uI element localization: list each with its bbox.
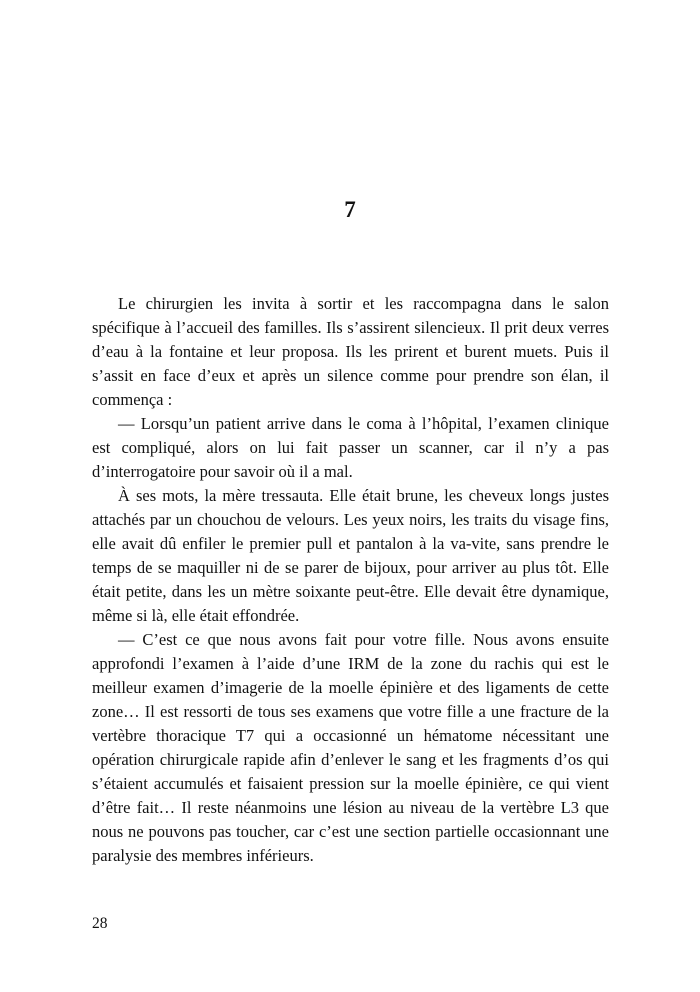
page-number: 28 <box>92 915 108 932</box>
paragraph: — C’est ce que nous avons fait pour votre fille. Nous avons ensuite approfondi l’examen à l’aide d’une IRM de la zone du rachis qui est le meilleur examen d’imagerie de la moelle épinière et des ligaments de cette zone… Il est ressorti de tous ses examens que votre fille a une fracture de la vertèbre thoracique T7 qui a occasionné un hématome nécessitant une opération chirurgicale rapide afin d’enlever le sang et les fragments d’os qui s’étaient accumulés et faisaient pression sur la moelle épinière, ce qui vient d’être fait… Il reste néanmoins une lésion au niveau de la vertèbre L3 que nous ne pouvons pas toucher, car c’est une section partielle occasionnant une paralysie des membres inférieurs. <box>92 630 609 865</box>
body-text <box>92 292 609 868</box>
paragraph: À ses mots, la mère tressauta. Elle était brune, les cheveux longs justes attachés par un chouchou de velours. Les yeux noirs, les traits du visage fins, elle avait dû enfiler le premier pull et pantalon à la va-vite, sans prendre le temps de se maquiller ni de se parer de bijoux, pour arriver au plus tôt. Elle était petite, dans les un mètre soixante peut-être. Elle devait être dynamique, même si là, elle était effondrée. <box>92 486 609 625</box>
paragraph: Le chirurgien les invita à sortir et les raccompagna dans le salon spécifique à l’accueil des familles. Ils s’assirent silencieux. Il prit deux verres d’eau à la fontaine et leur proposa. Ils les prirent et burent muets. Puis il s’assit en face d’eux et après un silence comme pour prendre son élan, il commença : <box>92 294 609 409</box>
paragraph: — Lorsqu’un patient arrive dans le coma à l’hôpital, l’examen clinique est compliqué, alors on lui fait passer un scanner, car il n’y a pas d’interrogatoire pour savoir où il a mal. <box>92 414 609 481</box>
chapter-heading: 7 <box>344 197 356 222</box>
